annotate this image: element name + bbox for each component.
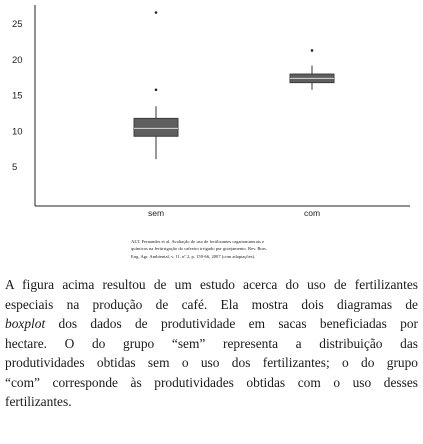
y-tick-label: 15 — [12, 90, 23, 102]
outlier-point — [155, 88, 158, 91]
figure-citation — [131, 238, 399, 260]
paragraph-line: produtividades obtidas sem o uso dos fertilizantes; o do grupo — [5, 355, 418, 370]
y-tick-label: 5 — [12, 162, 18, 173]
paragraph-line: A figura acima resultou de um estudo acerca do uso de fertilizantes — [5, 277, 418, 292]
outlier-point — [311, 49, 314, 52]
y-tick-labels — [12, 19, 23, 173]
iqr-box — [134, 118, 178, 136]
citation-line: químicos na fertirrigação do cafeeiro irrigado por gotejamento. Rev. Bras. — [131, 246, 267, 252]
y-tick-label: 20 — [12, 54, 23, 66]
question-paragraph — [5, 275, 418, 412]
y-tick-label: 25 — [12, 19, 23, 30]
paragraph-italic-term: boxplot — [5, 316, 46, 331]
paragraph-line: hectare. O do grupo “sem” representa a distribuição das — [5, 335, 418, 351]
x-category-labels — [148, 208, 320, 218]
boxplot-com — [290, 49, 334, 90]
x-category-label: sem — [147, 208, 165, 218]
x-category-label: com — [303, 208, 321, 218]
paragraph-line — [5, 314, 418, 334]
chart-axes — [35, 5, 410, 206]
y-tick-label: 10 — [12, 126, 23, 138]
outlier-point — [155, 11, 158, 14]
citation-line: Eng. Agr. Ambiental, v. 11, nº 2, p. 159-66, 2007 (com adaptações). — [131, 253, 256, 259]
paragraph-line-rest: dos dados de produtividade em sacas beneficiadas por — [45, 316, 418, 331]
citation-line: ALT. Fernandes et al. Avaliação do uso de fertilizantes organominerais e — [131, 239, 265, 244]
boxplot-sem — [134, 11, 178, 159]
paragraph-line: “com” corresponde às produtividades obtidas com o uso desses — [5, 374, 418, 390]
paragraph-line: fertilizantes. — [5, 394, 72, 409]
paragraph-line: especiais na produção de café. Ela mostra dois diagramas de — [5, 296, 418, 312]
boxplot-series — [134, 11, 334, 159]
